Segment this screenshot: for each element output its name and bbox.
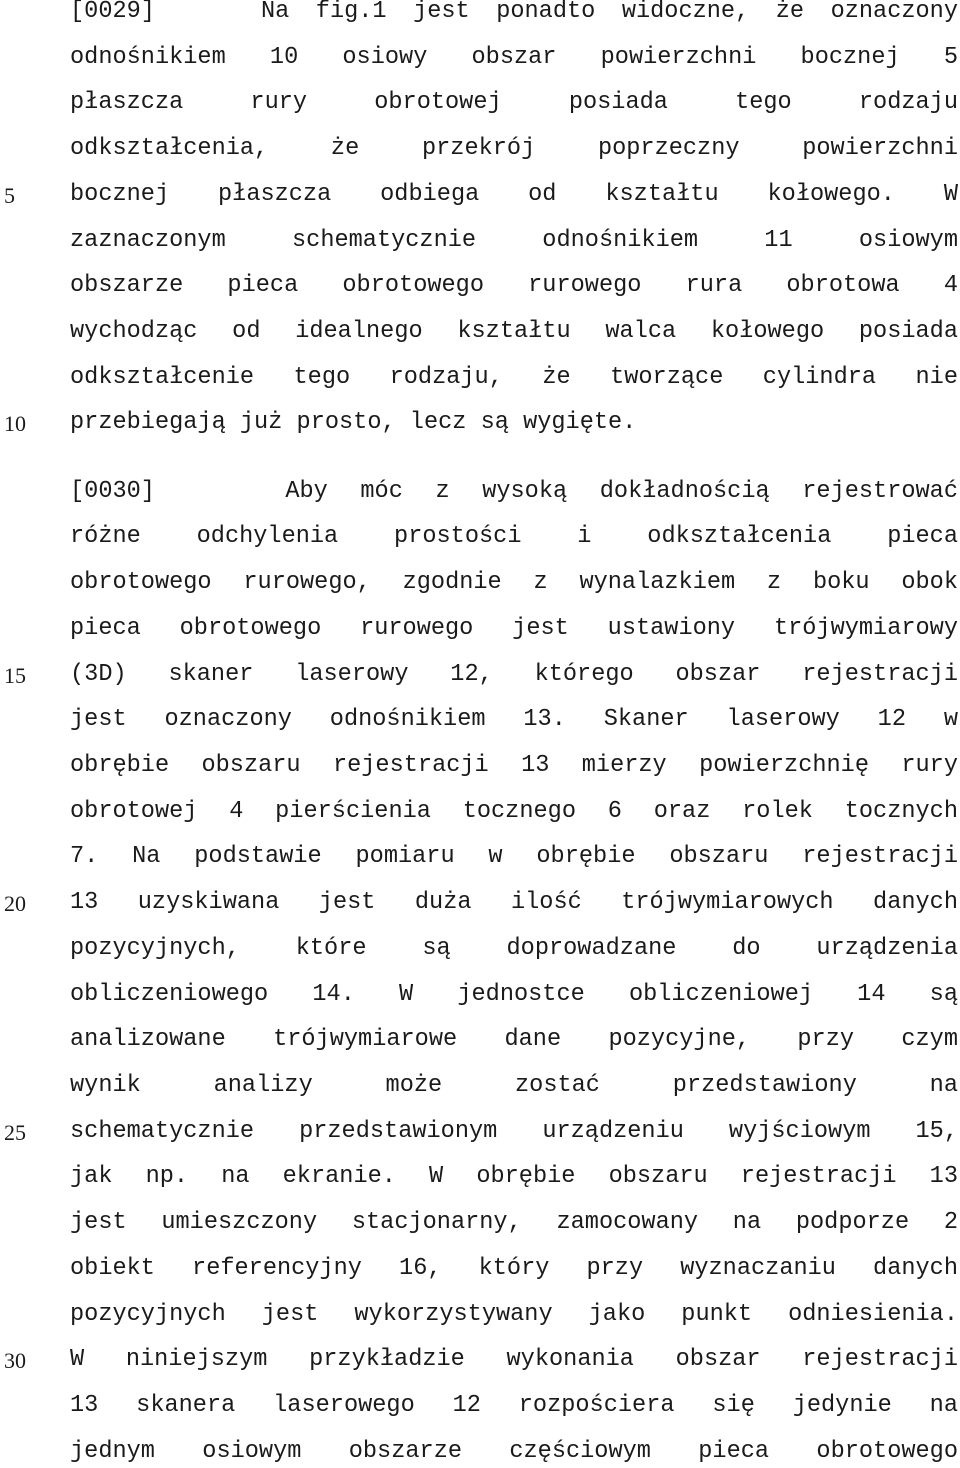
paragraph-0030-line-6: jest oznaczony odnośnikiem 13. Skaner laserowy 12 w bbox=[70, 706, 958, 733]
margin-line-number-20: 20 bbox=[4, 891, 26, 916]
paragraph-0029-line-8: wychodząc od idealnego kształtu walca kołowego posiada bbox=[70, 318, 958, 345]
margin-line-number-10: 10 bbox=[4, 411, 26, 436]
paragraph-0030-line-5: (3D) skaner laserowy 12, którego obszar rejestracji bbox=[70, 661, 958, 688]
paragraph-0030-line-8: obrotowej 4 pierścienia tocznego 6 oraz rolek tocznych bbox=[70, 798, 958, 825]
paragraph-0029-line-7: obszarze pieca obrotowego rurowego rura obrotowa 4 bbox=[70, 272, 958, 299]
paragraph-0029-line-4: odkształcenia, że przekrój poprzeczny powierzchni bbox=[70, 135, 958, 162]
paragraph-0030-line-19: pozycyjnych jest wykorzystywany jako punkt odniesienia. bbox=[70, 1301, 958, 1328]
margin-line-number-5: 5 bbox=[4, 183, 15, 208]
paragraph-0029-line-9: odkształcenie tego rodzaju, że tworzące cylindra nie bbox=[70, 364, 958, 391]
paragraph-0030-line-11: pozycyjnych, które są doprowadzane do urządzenia bbox=[70, 935, 958, 962]
paragraph-0029-line-3: płaszcza rury obrotowej posiada tego rodzaju bbox=[70, 89, 958, 116]
paragraph-0029-line-6: zaznaczonym schematycznie odnośnikiem 11 osiowym bbox=[70, 227, 958, 254]
margin-line-number-30: 30 bbox=[4, 1348, 26, 1373]
margin-line-number-25: 25 bbox=[4, 1120, 26, 1145]
paragraph-0030-line-2: różne odchylenia prostości i odkształcenia pieca bbox=[70, 523, 958, 550]
paragraph-0030-line-22: jednym osiowym obszarze częściowym pieca obrotowego bbox=[70, 1438, 958, 1465]
paragraph-0030-line-12: obliczeniowego 14. W jednostce obliczeniowej 14 są bbox=[70, 981, 958, 1008]
paragraph-0029-line-10: przebiegają już prosto, lecz są wygięte. bbox=[70, 409, 637, 436]
paragraph-0030-line-14: wynik analizy może zostać przedstawiony na bbox=[70, 1072, 958, 1099]
paragraph-0030-line-7: obrębie obszaru rejestracji 13 mierzy powierzchnię rury bbox=[70, 752, 958, 779]
paragraph-0030-line-16: jak np. na ekranie. W obrębie obszaru rejestracji 13 bbox=[70, 1163, 958, 1190]
paragraph-0029-line-5: bocznej płaszcza odbiega od kształtu kołowego. W bbox=[70, 181, 958, 208]
paragraph-0030-line-1: [0030] Aby móc z wysoką dokładnością rejestrować bbox=[70, 478, 958, 505]
paragraph-0030-line-15: schematycznie przedstawionym urządzeniu wyjściowym 15, bbox=[70, 1118, 958, 1145]
paragraph-0030-line-17: jest umieszczony stacjonarny, zamocowany na podporze 2 bbox=[70, 1209, 958, 1236]
paragraph-0029-line-1: [0029] Na fig.1 jest ponadto widoczne, że oznaczony bbox=[70, 0, 958, 25]
paragraph-0030-line-9: 7. Na podstawie pomiaru w obrębie obszaru rejestracji bbox=[70, 843, 958, 870]
paragraph-0030-line-3: obrotowego rurowego, zgodnie z wynalazkiem z boku obok bbox=[70, 569, 958, 596]
paragraph-0030-line-20: W niniejszym przykładzie wykonania obszar rejestracji bbox=[70, 1346, 958, 1373]
paragraph-0030-line-13: analizowane trójwymiarowe dane pozycyjne, przy czym bbox=[70, 1026, 958, 1053]
paragraph-0030-line-4: pieca obrotowego rurowego jest ustawiony trójwymiarowy bbox=[70, 615, 958, 642]
margin-line-number-15: 15 bbox=[4, 663, 26, 688]
paragraph-0030-line-21: 13 skanera laserowego 12 rozpościera się jedynie na bbox=[70, 1392, 958, 1419]
paragraph-0030-line-10: 13 uzyskiwana jest duża ilość trójwymiarowych danych bbox=[70, 889, 958, 916]
paragraph-0030-line-18: obiekt referencyjny 16, który przy wyznaczaniu danych bbox=[70, 1255, 958, 1282]
paragraph-0029-line-2: odnośnikiem 10 osiowy obszar powierzchni bocznej 5 bbox=[70, 44, 958, 71]
